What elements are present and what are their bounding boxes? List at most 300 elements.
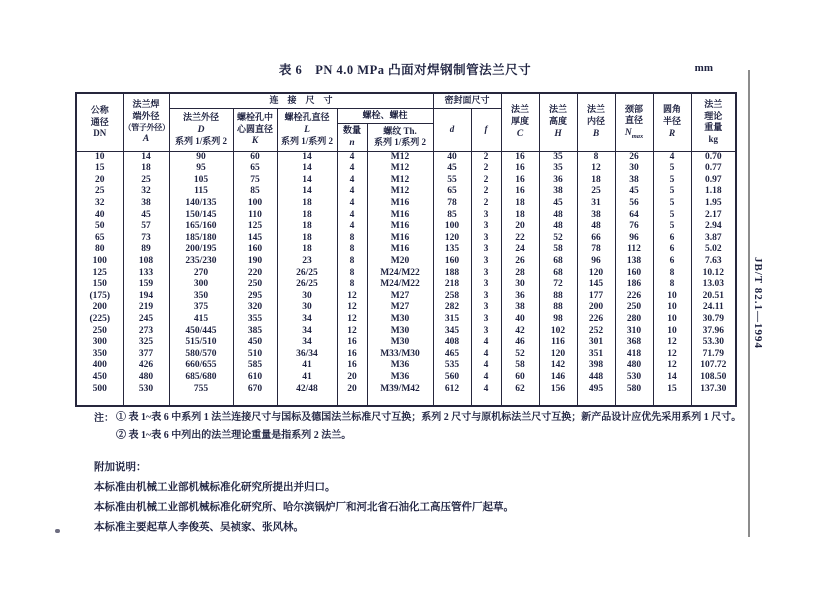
table-cell: 200/195 [169,244,233,256]
table-cell [337,395,367,406]
table-cell: 76 [615,221,653,233]
table-cell: 4 [337,198,367,210]
table-cell: 282 [433,302,471,314]
table-cell: 2.17 [691,210,736,222]
table-cell: 5 [653,198,691,210]
table-cell: 8 [337,233,367,245]
table-cell: 105 [169,175,233,187]
table-cell: 200 [76,302,123,314]
table-cell: 190 [233,256,277,268]
table-cell: 2 [471,163,501,175]
table-cell: 245 [123,314,169,326]
table-cell: M16 [367,198,433,210]
col-header-weight: 法兰 理论 重量 kg [691,93,736,151]
table-cell: 4 [337,151,367,163]
table-cell: 140/135 [169,198,233,210]
table-cell: 252 [577,326,615,338]
table-cell: 53.30 [691,337,736,349]
table-cell: 62 [501,384,539,396]
table-spacer-row [76,395,736,406]
col-header-neck: 颈部 直径 $N_{max}$ [615,93,653,151]
table-cell: 18 [501,198,539,210]
table-cell: 40 [433,151,471,163]
table-cell: 135 [433,244,471,256]
table-cell [471,395,501,406]
table-cell: 30 [615,163,653,175]
table-cell: 150 [76,279,123,291]
table-cell: 57 [123,221,169,233]
table-cell: 20 [76,175,123,187]
table-cell: 110 [233,210,277,222]
table-cell [577,395,615,406]
table-cell: 24 [501,244,539,256]
table-cell: 146 [539,372,577,384]
table-cell: 160 [233,244,277,256]
table-cell [233,395,277,406]
table-cell: 12 [337,326,367,338]
table-cell: 16 [501,175,539,187]
table-row [76,163,736,175]
table-cell: 3 [471,256,501,268]
table-cell: 226 [577,314,615,326]
col-header-bore: 法兰 内径 B [577,93,615,151]
table-cell [615,395,653,406]
table-cell: 45 [615,186,653,198]
table-cell: 530 [615,372,653,384]
table-cell: (225) [76,314,123,326]
table-row [76,268,736,280]
table-cell: M12 [367,186,433,198]
table-cell: 355 [233,314,277,326]
table-cell: 165/160 [169,221,233,233]
table-cell: 32 [123,186,169,198]
table-cell: 185/180 [169,233,233,245]
table-cell: M16 [367,210,433,222]
table-cell: 35 [539,163,577,175]
table-cell: 8 [653,279,691,291]
table-cell: 125 [233,221,277,233]
table-cell: 5.02 [691,244,736,256]
table-cell: 18 [277,244,337,256]
table-cell: 12 [653,349,691,361]
table-cell: 34 [277,337,337,349]
table-cell: 3 [471,314,501,326]
table-cell: 1.95 [691,198,736,210]
table-cell: 6 [653,233,691,245]
table-cell: 350 [169,291,233,303]
table-cell: 15 [76,163,123,175]
table-row [76,291,736,303]
table-cell: 16 [337,337,367,349]
table-cell: 300 [76,337,123,349]
table-header [76,93,736,151]
table-cell: 30 [277,302,337,314]
table-cell: 280 [615,314,653,326]
table-cell: 219 [123,302,169,314]
table-cell: 50 [76,221,123,233]
table-cell: 20 [337,372,367,384]
table-cell: 2 [471,151,501,163]
table-cell: 102 [539,326,577,338]
table-cell: 145 [577,279,615,291]
table-cell: M24/M22 [367,268,433,280]
table-cell: 137.30 [691,384,736,396]
col-header-dn: 公称 通径 DN [76,93,123,151]
table-cell: 14 [277,151,337,163]
table-cell: 71.79 [691,349,736,361]
table-cell: 320 [233,302,277,314]
table-cell: 30 [501,279,539,291]
table-cell: 159 [123,279,169,291]
table-cell: 14 [277,186,337,198]
table-cell: 112 [615,244,653,256]
table-cell: 60 [233,151,277,163]
table-cell: 450 [233,337,277,349]
table-cell: 385 [233,326,277,338]
table-cell: 14 [277,175,337,187]
table-cell: 55 [433,175,471,187]
table-cell: 10 [653,302,691,314]
table-cell: 3 [471,291,501,303]
table-cell: 2 [471,186,501,198]
table-cell: 65 [233,163,277,175]
table-row [76,302,736,314]
table-cell: 120 [577,268,615,280]
table-cell: 8 [577,151,615,163]
table-cell: M20 [367,256,433,268]
table-cell: 495 [577,384,615,396]
table-cell: 4 [337,163,367,175]
table-cell: M16 [367,221,433,233]
table-cell [169,395,233,406]
table-cell: 48 [577,221,615,233]
table-cell: 52 [501,349,539,361]
table-cell: 45 [433,163,471,175]
appendix-line-2: 本标准由机械工业部机械标准化研究所、哈尔滨锅炉厂和河北省石油化工高压管件厂起草。 [94,502,514,513]
table-cell: 188 [433,268,471,280]
table-row [76,360,736,372]
table-cell: 3 [471,221,501,233]
table-cell: 345 [433,326,471,338]
table-row [76,384,736,396]
table-cell: M36 [367,372,433,384]
table-cell: 4 [337,210,367,222]
table-cell: 28 [501,268,539,280]
table-cell: 8 [337,268,367,280]
table-cell: 25 [76,186,123,198]
table-cell: 89 [123,244,169,256]
table-cell: 142 [539,360,577,372]
table-cell: 36 [539,175,577,187]
table-cell: 20.51 [691,291,736,303]
table-body [76,151,736,406]
table-row [76,279,736,291]
table-cell: 107.72 [691,360,736,372]
table-row [76,326,736,338]
table-cell: M27 [367,302,433,314]
table-cell: 34 [277,326,337,338]
table-cell: 45 [123,210,169,222]
unit-label: mm [694,62,713,74]
table-cell: 18 [277,210,337,222]
col-header-weld-od: 法兰焊 端外径 （管子外径） A [123,93,169,151]
table-row [76,151,736,163]
table-cell: 415 [169,314,233,326]
table-cell: 8 [337,244,367,256]
table-row [76,210,736,222]
col-header-bolt-circle: 螺栓孔中 心圆直径 K [233,108,277,151]
table-cell: 46 [501,337,539,349]
col-header-flange-od: 法兰外径 D 系列 1/系列 2 [169,108,233,151]
table-cell: 12 [337,302,367,314]
table-cell: 1.18 [691,186,736,198]
table-cell: M24/M22 [367,279,433,291]
table-cell: 72 [539,279,577,291]
table-cell: 426 [123,360,169,372]
table-cell: 36/34 [277,349,337,361]
table-notes [94,409,742,444]
table-cell: M12 [367,163,433,175]
table-cell: 4 [337,221,367,233]
table-cell: 7.63 [691,256,736,268]
table-cell: 250 [233,279,277,291]
table-cell: 235/230 [169,256,233,268]
table-cell: M16 [367,244,433,256]
table-cell: 580/570 [169,349,233,361]
table-cell [277,395,337,406]
col-header-radius: 圆角 半径 R [653,93,691,151]
table-cell: 755 [169,384,233,396]
table-cell: 3 [471,233,501,245]
table-cell: 4 [653,151,691,163]
group-header-seal-face: 密封面尺寸 [433,93,501,108]
table-cell: 26/25 [277,268,337,280]
table-cell: 2 [471,175,501,187]
table-row [76,349,736,361]
table-cell: 96 [615,233,653,245]
table-cell: 351 [577,349,615,361]
table-cell: 96 [577,256,615,268]
table-cell: 85 [233,186,277,198]
table-cell: 8 [337,279,367,291]
table-cell: 64 [615,210,653,222]
table-cell [501,395,539,406]
table-cell: 120 [433,233,471,245]
table-cell: 108 [123,256,169,268]
table-cell: 30.79 [691,314,736,326]
table-cell: 98 [539,314,577,326]
table-cell: 0.97 [691,175,736,187]
table-cell: 377 [123,349,169,361]
table-cell: 6 [653,256,691,268]
table-cell [433,395,471,406]
col-header-thickness: 法兰 厚度 C [501,93,539,151]
table-cell: 465 [433,349,471,361]
group-header-bolts: 螺栓、螺柱 [337,108,433,123]
table-cell: 85 [433,210,471,222]
table-cell: 6 [653,244,691,256]
table-cell: 75 [233,175,277,187]
table-cell: 375 [169,302,233,314]
table-row [76,175,736,187]
table-cell: 14 [123,151,169,163]
table-cell: 3 [471,302,501,314]
table-cell: 18 [277,198,337,210]
col-header-d: d [433,108,471,151]
table-cell: 40 [501,314,539,326]
table-cell: 200 [577,302,615,314]
table-cell: 125 [76,268,123,280]
table-cell: 48 [539,221,577,233]
table-cell: 18 [501,210,539,222]
table-cell: 560 [433,372,471,384]
table-cell: 3 [471,268,501,280]
table-cell: 12 [577,163,615,175]
sidebar-divider-line [748,70,750,537]
table-cell: 78 [433,198,471,210]
table-cell: 26 [615,151,653,163]
table-cell: 20 [337,384,367,396]
table-cell: 35 [539,151,577,163]
table-row [76,233,736,245]
appendix-line-1: 本标准由机械工业部机械标准化研究所提出并归口。 [94,482,336,493]
table-cell: 20 [501,221,539,233]
table-cell: 273 [123,326,169,338]
table-cell: M12 [367,175,433,187]
table-cell: 580 [615,384,653,396]
table-cell: 218 [433,279,471,291]
table-cell: 25 [123,175,169,187]
table-cell: 258 [433,291,471,303]
table-cell: 368 [615,337,653,349]
table-cell: 510 [233,349,277,361]
table-cell: 612 [433,384,471,396]
table-cell: 145 [233,233,277,245]
table-cell: 65 [76,233,123,245]
table-cell: 18 [277,221,337,233]
col-header-height: 法兰 高度 H [539,93,577,151]
table-cell: 25 [577,186,615,198]
table-row [76,314,736,326]
table-cell: (175) [76,291,123,303]
table-cell: 48 [539,210,577,222]
table-cell: 38 [501,302,539,314]
table-cell: 52 [539,233,577,245]
table-cell: M16 [367,233,433,245]
table-cell: 2.94 [691,221,736,233]
table-cell [691,395,736,406]
table-cell: 2 [471,198,501,210]
table-cell: M12 [367,151,433,163]
table-cell: 0.77 [691,163,736,175]
table-cell: 10 [653,326,691,338]
table-cell [123,395,169,406]
table-cell: 73 [123,233,169,245]
table-cell: 5 [653,221,691,233]
table-cell: 80 [76,244,123,256]
table-cell: 120 [539,349,577,361]
table-cell: M27 [367,291,433,303]
table-cell: 160 [615,268,653,280]
table-cell: 32 [76,198,123,210]
note-item-1: ① 表 1~表 6 中系列 1 法兰连接尺寸与国标及德国法兰标准尺寸互换；系列 2 尺寸与原机标法兰尺寸互换；新产品设计应优先采用系列 1 尺寸。 [116,412,742,423]
flange-dimension-table [75,92,737,407]
table-cell: 194 [123,291,169,303]
table-cell: 685/680 [169,372,233,384]
table-cell: 8 [337,256,367,268]
col-header-f: f [471,108,501,151]
table-cell: 325 [123,337,169,349]
appendix-section [94,458,714,538]
col-header-qty: 数量 n [337,123,367,151]
table-cell: 42/48 [277,384,337,396]
table-cell: 16 [337,349,367,361]
table-cell: 480 [123,372,169,384]
table-cell: 3 [471,326,501,338]
table-cell: 301 [577,337,615,349]
table-cell: 3 [471,210,501,222]
table-cell: 3 [471,244,501,256]
table-cell: M39/M42 [367,384,433,396]
table-cell: 418 [615,349,653,361]
table-cell: 585 [233,360,277,372]
table-cell: 5 [653,210,691,222]
table-cell: 10 [76,151,123,163]
table-cell: 3.87 [691,233,736,245]
table-cell: M30 [367,314,433,326]
table-cell: 310 [615,326,653,338]
table-title: 表 6 PN 4.0 MPa 凸面对焊钢制管法兰尺寸 [278,63,532,77]
table-cell: 16 [501,163,539,175]
table-cell: 38 [123,198,169,210]
table-cell: 150/145 [169,210,233,222]
table-cell: 350 [76,349,123,361]
table-cell: 220 [233,268,277,280]
table-cell: 8 [653,268,691,280]
table-cell: M33/M30 [367,349,433,361]
table-cell: 12 [653,337,691,349]
table-cell: 15 [653,384,691,396]
table-cell: 530 [123,384,169,396]
table-cell: 90 [169,151,233,163]
table-cell: 515/510 [169,337,233,349]
table-cell: 26 [501,256,539,268]
table-cell: 448 [577,372,615,384]
table-cell: 14 [653,372,691,384]
table-cell: 38 [615,175,653,187]
table-cell: 500 [76,384,123,396]
table-cell: M30 [367,337,433,349]
table-cell: 23 [277,256,337,268]
table-cell: 45 [539,198,577,210]
table-cell: 40 [76,210,123,222]
table-cell: 24.11 [691,302,736,314]
table-cell: 41 [277,372,337,384]
table-cell: 10 [653,291,691,303]
table-cell [367,395,433,406]
table-cell: 250 [615,302,653,314]
table-cell: 0.70 [691,151,736,163]
table-cell: 160 [433,256,471,268]
table-cell: 5 [653,175,691,187]
table-cell: 14 [277,163,337,175]
table-cell: 138 [615,256,653,268]
table-cell: 450/445 [169,326,233,338]
table-cell: 31 [577,198,615,210]
table-row [76,198,736,210]
table-cell: 16 [501,186,539,198]
table-cell: 295 [233,291,277,303]
